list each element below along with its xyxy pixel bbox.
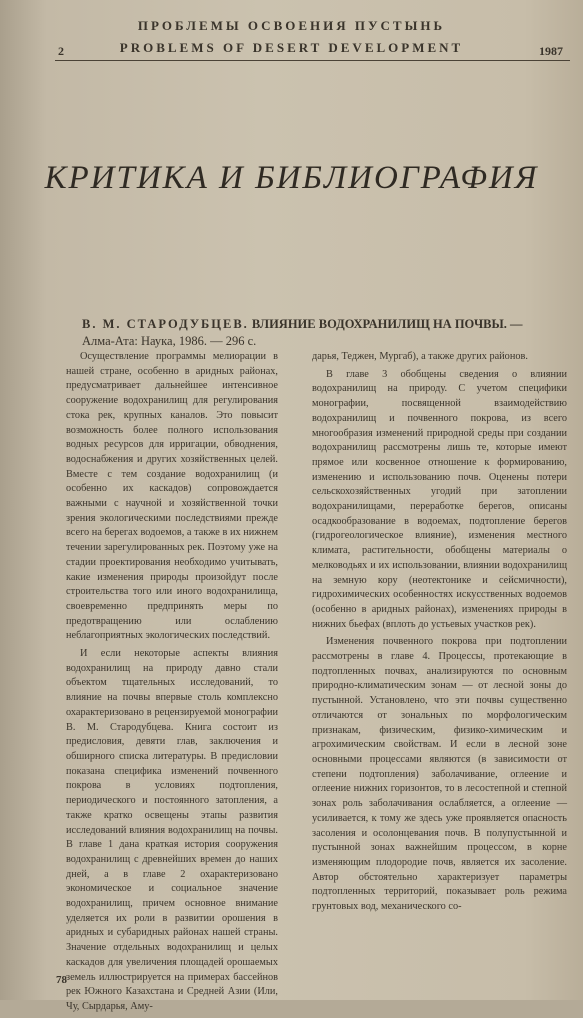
paragraph: В главе 3 обобщены сведения о влиянии водохранилищ на природу. С учетом специфики монографии, посвященной взаимодействию водохранилищ и почвенного покрова, из всего многообразия изменений природной среды при создании водохранилищ рассмотрены лишь те, которые имеют прямое или косвенное отношение к формированию, изменению и использованию почв. Оценены потери сельскохозяйственных угодий при затоплении водохранилищами, переработке берегов, описаны осадкообразование в водоемах, подтопление берегов (гидрогеологическое влияние), изменения местного климата, растительности, обобщены материалы о мелководьях и их использовании, влиянии водохранилищ на земную кору (неотектонике и сейсмичности), гидрохимических особенностях искусственных водоемов (особенно в аридных районах), изменениях природы в нижних бьефах (вплоть до устьевых участков рек). <box>312 368 567 630</box>
issue-year: 1987 <box>539 44 563 58</box>
text-column-right <box>312 350 567 918</box>
section-title: КРИТИКА И БИБЛИОГРАФИЯ <box>44 160 539 196</box>
journal-title-en: PROBLEMS OF DESERT DEVELOPMENT <box>119 40 464 55</box>
reference-imprint: Алма-Ата: Наука, 1986. — 296 с. <box>82 334 257 348</box>
paragraph: Изменения почвенного покрова при подтоплении рассмотрены в главе 4. Процессы, протекающие в подтопленных почвах, анализируются по основным природно-климатическим зонам — от лесной зоны до пустынной. Установлено, что эти почвы существенно отличаются от зональных по морфологическим признакам, физическим, физико-химическим и агрохимическим свойствам. И если в лесной зоне основными процессами являются (в зависимости от степени подтопления) заболачивание, оглеение и оглеение нижних горизонтов, то в лесостепной и степной зонах роль заболачивания ослабляется, а оглеение — усиливается, к тому же здесь уже проявляется опасность засоления и осолонцевания почв. В полупустынной и пустынной зонах важнейшим процессом, в корне изменяющим плодородие почв, является их засоление. Автор обстоятельно характеризует параметры подтопленных территорий, показывает роль режима грунтовых вод, механического со- <box>312 636 567 913</box>
text-column-left <box>66 350 278 1018</box>
paragraph: Осуществление программы мелиорации в нашей стране, особенно в аридных районах, предусматривает дальнейшее интенсивное сооружение водохранилищ для регулирования стока рек, крупных каналов. Это повысит возможность более полного использования водных ресурсов для ирригации, обводнения, водоснабжения и других хозяйственных целей. Вместе с тем создание водохранилищ (и особенно их каскадов) сопровождается важными с научной и хозяйственной точки зрения экологическими последствиями прежде всего на берегах водоемов, а также в их нижнем течении зарегулированных рек. Поэтому уже на стадии проектирования необходимо учитывать, какие изменения природы произойдут после строительства того или иного водохранилища, своевременно предпринять меры по предотвращению или ослаблению неблагоприятных экологических последствий. <box>66 351 278 642</box>
paragraph: дарья, Теджен, Мургаб), а также других районов. <box>312 351 528 362</box>
reference-author: В. М. СТАРОДУБЦЕВ. <box>82 317 249 331</box>
issue-number: 2 <box>58 44 64 58</box>
journal-title-ru: ПРОБЛЕМЫ ОСВОЕНИЯ ПУСТЫНЬ <box>137 18 446 33</box>
book-reference <box>82 316 552 350</box>
page-number: 78 <box>56 974 67 986</box>
paragraph: И если некоторые аспекты влияния водохранилищ на природу давно стали объектом тщательных исследований, то влияние на почвы впервые столь комплексно охарактеризовано в рецензируемой монографии В. М. Стародубцева. Книга состоит из предисловия, девяти глав, заключения и обширного списка литературы. В предисловии показана специфика изменений почвенного покрова в условиях подтопления, периодического и постоянного затопления, а также кратко освещены этапы развития исследований влияния водохранилищ на почвы. В главе 1 дана краткая история сооружения водохранилищ с древнейших времен до наших дней, а в главе 2 охарактеризовано экономическое и социальное значение водохранилищ, причем основное внимание уделяется их роли в развитии орошения в аридных и субаридных районах нашей страны. Значение отдельных водохранилищ и целых каскадов для увеличения площадей орошаемых земель иллюстрируется на примерах бассейнов рек Южного Казахстана и Средней Азии (Или, Чу, Сырдарья, Аму- <box>66 648 278 1012</box>
reference-work-title: ВЛИЯНИЕ ВОДОХРАНИЛИЩ НА ПОЧВЫ. — <box>251 317 523 331</box>
header-divider <box>55 60 570 61</box>
